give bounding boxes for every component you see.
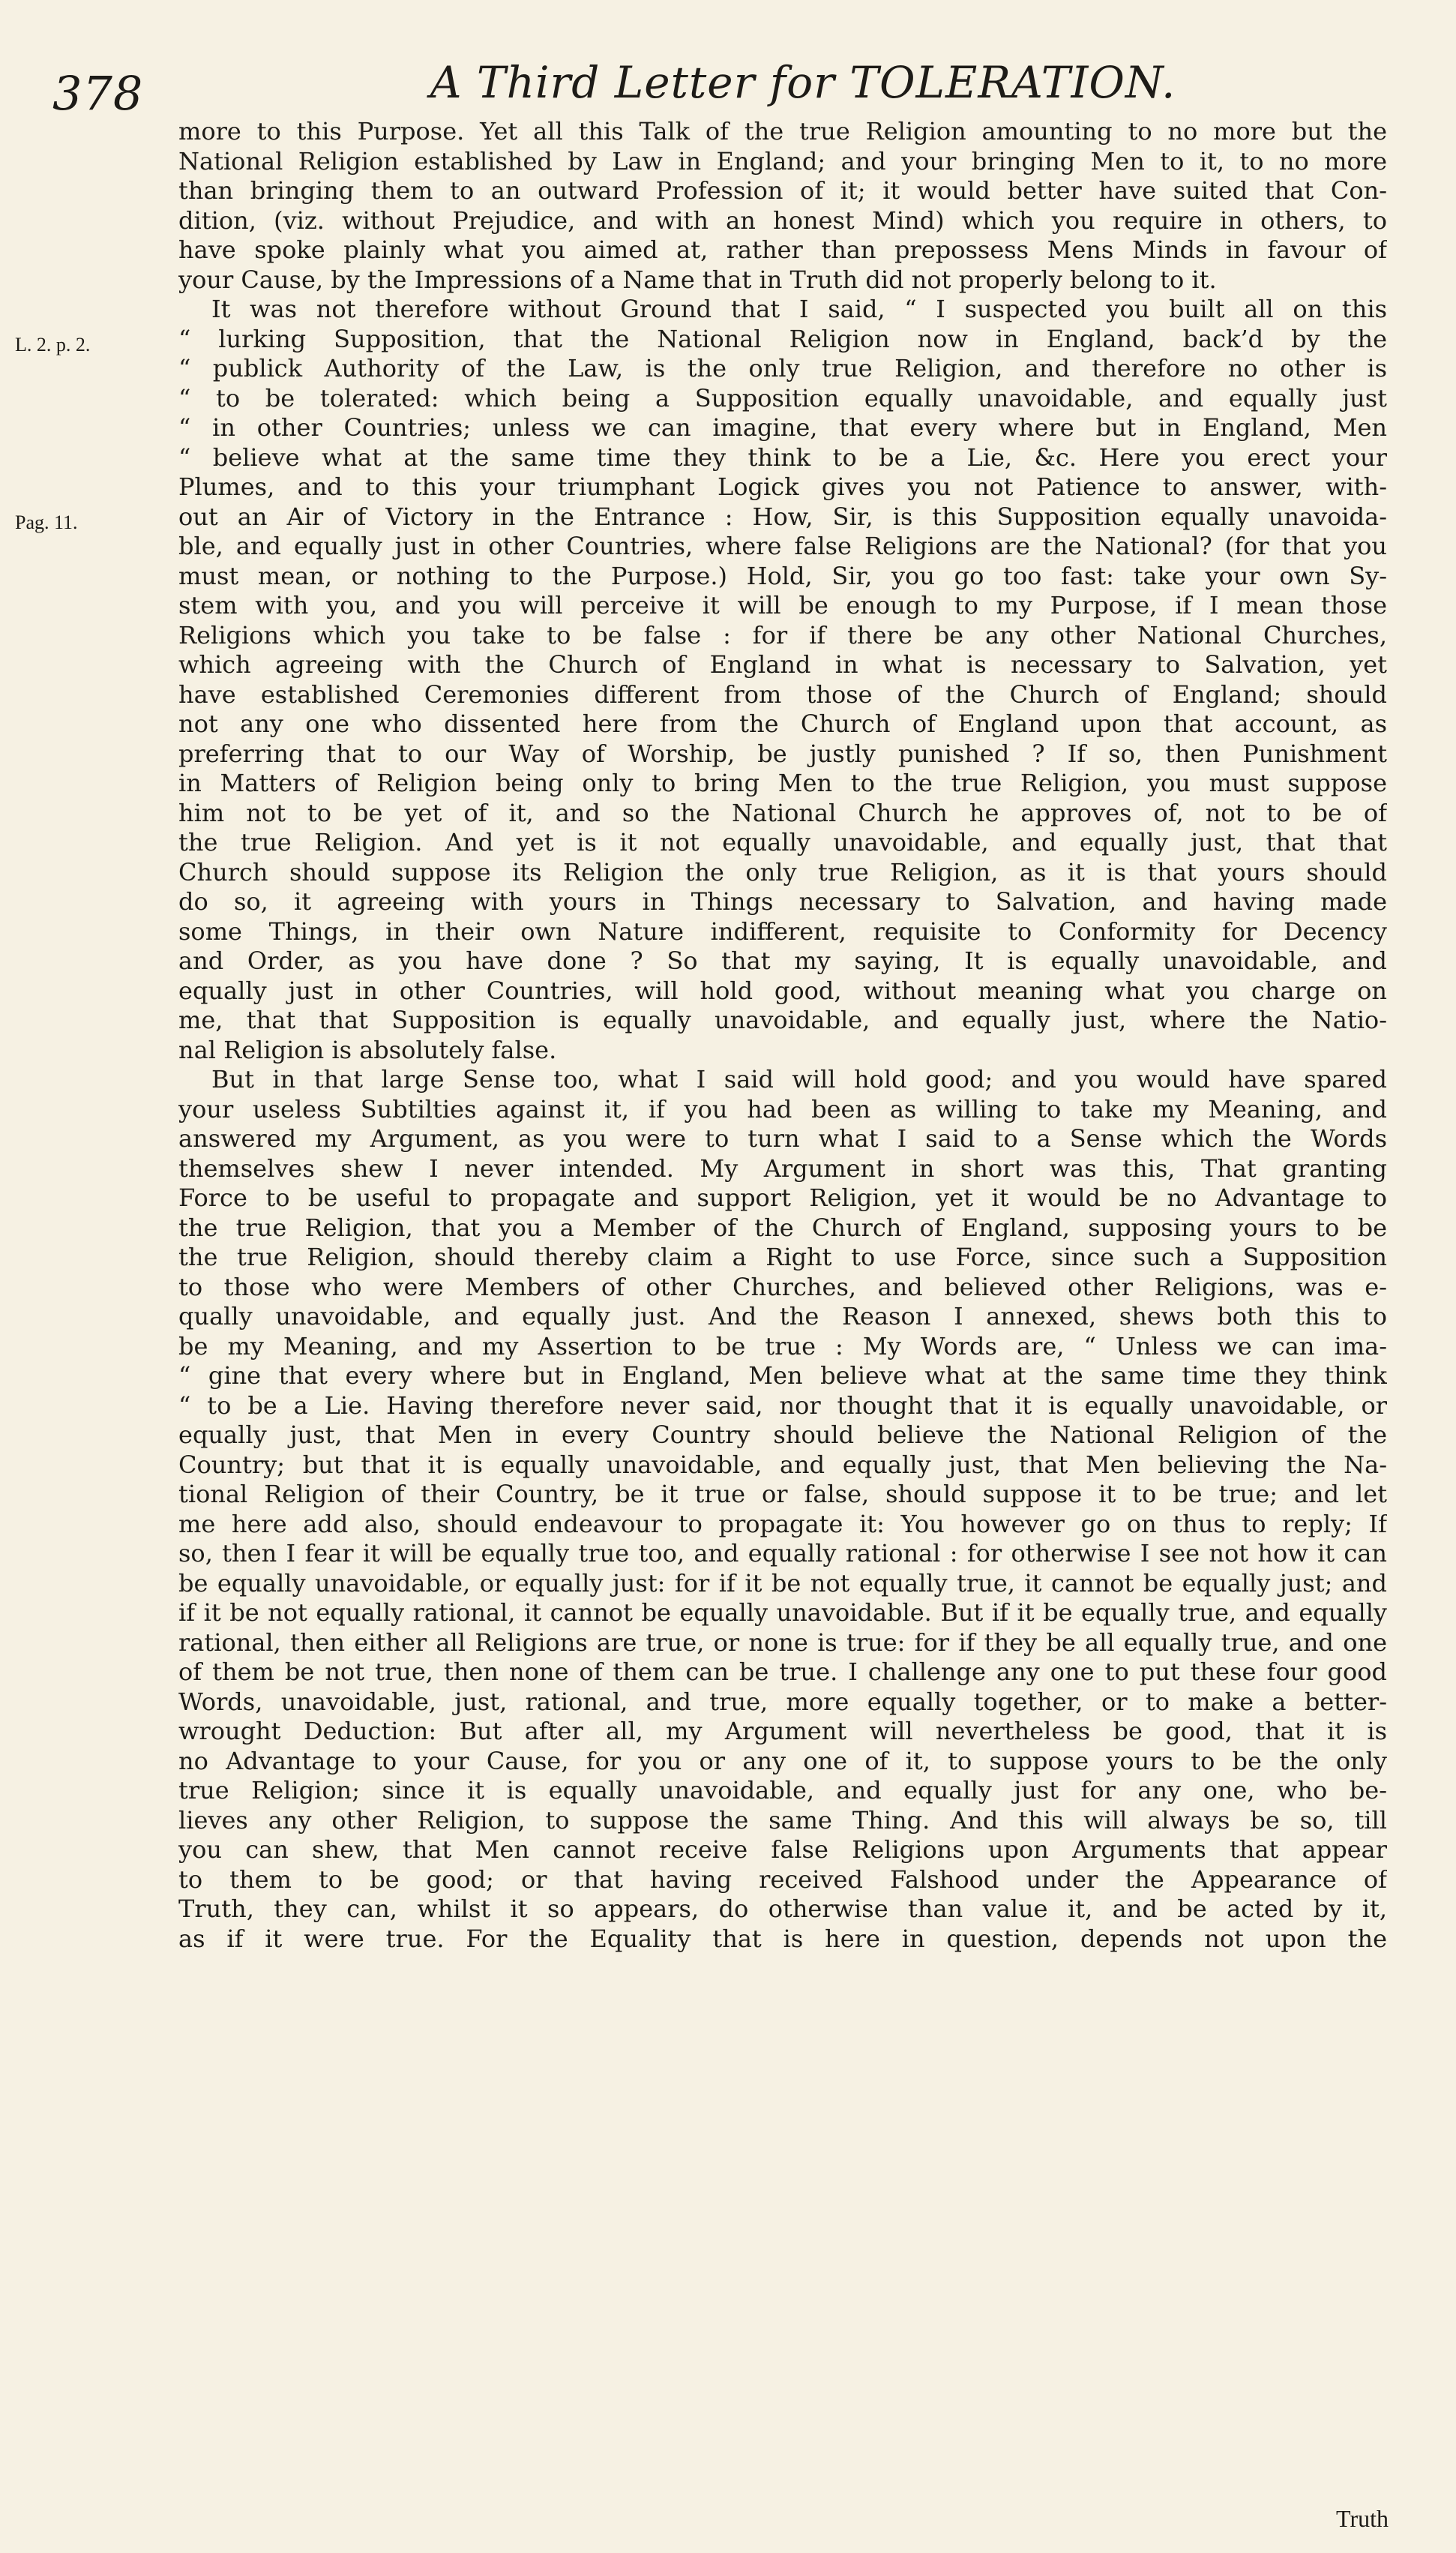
text-line: Words, unavoidable, just, rational, and true, more equally together, or to make a better-: [178, 1687, 1387, 1716]
text-line: Country; but that it is equally unavoidable, and equally just, that Men believing the Na-: [178, 1450, 1387, 1479]
text-line: answered my Argument, as you were to turn what I said to a Sense which the Words: [178, 1124, 1387, 1153]
text-line: out an Air of Victory in the Entrance : How, Sir, is this Supposition equally unavoida-: [178, 502, 1387, 531]
text-line: ble, and equally just in other Countries, where false Religions are the National? (for that you: [178, 532, 1387, 560]
text-line: stem with you, and you will perceive it will be enough to my Purpose, if I mean those: [178, 591, 1387, 620]
text-line: the true Religion, should thereby claim a Right to use Force, since such a Supposition: [178, 1243, 1387, 1271]
text-line: you can shew, that Men cannot receive false Religions upon Arguments that appear: [178, 1835, 1387, 1864]
text-line: and Order, as you have done ? So that my saying, It is equally unavoidable, and: [178, 946, 1387, 975]
text-line: your useless Subtilties against it, if you had been as willing to take my Meaning, and: [178, 1094, 1387, 1124]
text-line: as if it were true. For the Equality that is here in question, depends not upon the: [178, 1924, 1387, 1953]
text-line: than bringing them to an outward Profession of it; it would better have suited that Con-: [178, 176, 1387, 205]
text-line: in Matters of Religion being only to bring Men to the true Religion, you must suppose: [178, 769, 1387, 797]
text-line: “ gine that every where but in England, Men believe what at the same time they think: [178, 1361, 1387, 1390]
text-line: to them to be good; or that having received Falshood under the Appearance of: [178, 1864, 1387, 1894]
text-line: “ in other Countries; unless we can imagine, that every where but in England, Men: [178, 413, 1387, 442]
text-line: Religions which you take to be false : for if there be any other National Churches,: [178, 620, 1387, 650]
text-line: Plumes, and to this your triumphant Logick gives you not Patience to answer, with-: [178, 472, 1387, 501]
text-line: be my Meaning, and my Assertion to be true : My Words are, “ Unless we can ima-: [178, 1331, 1387, 1360]
text-line: rational, then either all Religions are true, or none is true: for if they be all equally true, and one: [178, 1628, 1387, 1657]
text-line: dition, (viz. without Prejudice, and with an honest Mind) which you require in others, to: [178, 206, 1387, 235]
text-line: true Religion; since it is equally unavoidable, and equally just for any one, who be-: [178, 1776, 1387, 1804]
margin-note-citation: L. 2. p. 2.: [15, 334, 91, 356]
text-line: the true Religion. And yet is it not equally unavoidable, and equally just, that that: [178, 828, 1387, 856]
text-line: “ believe what at the same time they think to be a Lie, &c. Here you erect your: [178, 442, 1387, 472]
running-head: A Third Letter for TOLERATION.: [430, 57, 1176, 108]
text-line: “ to be a Lie. Having therefore never said, nor thought that it is equally unavoidable, or: [178, 1390, 1387, 1420]
text-line: which agreeing with the Church of England in what is necessary to Salvation, yet: [178, 650, 1387, 679]
text-line: themselves shew I never intended. My Argument in short was this, That granting: [178, 1154, 1387, 1183]
text-line: “ to be tolerated: which being a Supposition equally unavoidable, and equally just: [178, 383, 1387, 412]
margin-note-citation: Pag. 11.: [15, 512, 78, 533]
text-line: “ publick Authority of the Law, is the only true Religion, and therefore no other is: [178, 354, 1387, 382]
catchword: Truth: [1336, 2505, 1389, 2532]
text-line: It was not therefore without Ground that I said, “ I suspected you built all on this: [211, 295, 1387, 323]
text-line: qually unavoidable, and equally just. And the Reason I annexed, shews both this to: [178, 1302, 1387, 1330]
text-line: Church should suppose its Religion the only true Religion, as it is that yours should: [178, 857, 1387, 886]
text-line: National Religion established by Law in England; and your bringing Men to it, to no more: [178, 146, 1387, 176]
text-line: so, then I fear it will be equally true too, and equally rational : for otherwise I see not how it can: [178, 1539, 1387, 1568]
text-line: if it be not equally rational, it cannot be equally unavoidable. But if it be equally true, and equally: [178, 1598, 1387, 1627]
text-line: more to this Purpose. Yet all this Talk of the true Religion amounting to no more but the: [178, 117, 1387, 146]
text-line: [178, 1954, 1387, 1984]
text-line: your Cause, by the Impressions of a Name that in Truth did not properly belong to it.: [178, 265, 1217, 294]
text-line: equally just in other Countries, will hold good, without meaning what you charge on: [178, 976, 1387, 1005]
text-line: “ lurking Supposition, that the National Religion now in England, back’d by the: [178, 324, 1387, 353]
text-line: him not to be yet of it, and so the National Church he approves of, not to be of: [178, 798, 1387, 827]
text-line: Force to be useful to propagate and support Religion, yet it would be no Advantage to: [178, 1184, 1387, 1212]
text-line: tional Religion of their Country, be it true or false, should suppose it to be true; and let: [178, 1480, 1387, 1508]
text-line: have established Ceremonies different from those of the Church of England; should: [178, 680, 1387, 709]
text-line: wrought Deduction: But after all, my Argument will nevertheless be good, that it is: [178, 1717, 1387, 1745]
text-line: be equally unavoidable, or equally just: for if it be not equally true, it cannot be equally just; and: [178, 1568, 1387, 1598]
text-line: no Advantage to your Cause, for you or any one of it, to suppose yours to be the only: [178, 1746, 1387, 1775]
text-line: must mean, or nothing to the Purpose.) Hold, Sir, you go too fast: take your own Sy-: [178, 561, 1387, 590]
text-line: the true Religion, that you a Member of the Church of England, supposing yours to be: [178, 1213, 1387, 1242]
text-line: of them be not true, then none of them can be true. I challenge any one to put these four good: [178, 1658, 1387, 1686]
text-line: me here add also, should endeavour to propagate it: You however go on thus to reply; If: [178, 1509, 1387, 1538]
text-line: some Things, in their own Nature indifferent, requisite to Conformity for Decency: [178, 916, 1387, 946]
page-number: 378: [52, 66, 144, 121]
text-line: equally just, that Men in every Country should believe the National Religion of the: [178, 1420, 1387, 1449]
text-line: nal Religion is absolutely false.: [178, 1035, 557, 1064]
text-line: to those who were Members of other Churches, and believed other Religions, was e-: [178, 1272, 1387, 1301]
text-line: me, that that Supposition is equally unavoidable, and equally just, where the Natio-: [178, 1006, 1387, 1034]
text-line: preferring that to our Way of Worship, be justly punished ? If so, then Punishment: [178, 739, 1387, 768]
text-line: do so, it agreeing with yours in Things necessary to Salvation, and having made: [178, 887, 1387, 916]
text-line: have spoke plainly what you aimed at, rather than prepossess Mens Minds in favour of: [178, 236, 1387, 264]
body-text: [178, 117, 1387, 1984]
text-line: not any one who dissented here from the Church of England upon that account, as: [178, 710, 1387, 738]
text-line: But in that large Sense too, what I said will hold good; and you would have spared: [211, 1065, 1387, 1094]
text-line: lieves any other Religion, to suppose the same Thing. And this will always be so, till: [178, 1805, 1387, 1834]
text-line: Truth, they can, whilst it so appears, do otherwise than value it, and be acted by it,: [178, 1894, 1387, 1923]
